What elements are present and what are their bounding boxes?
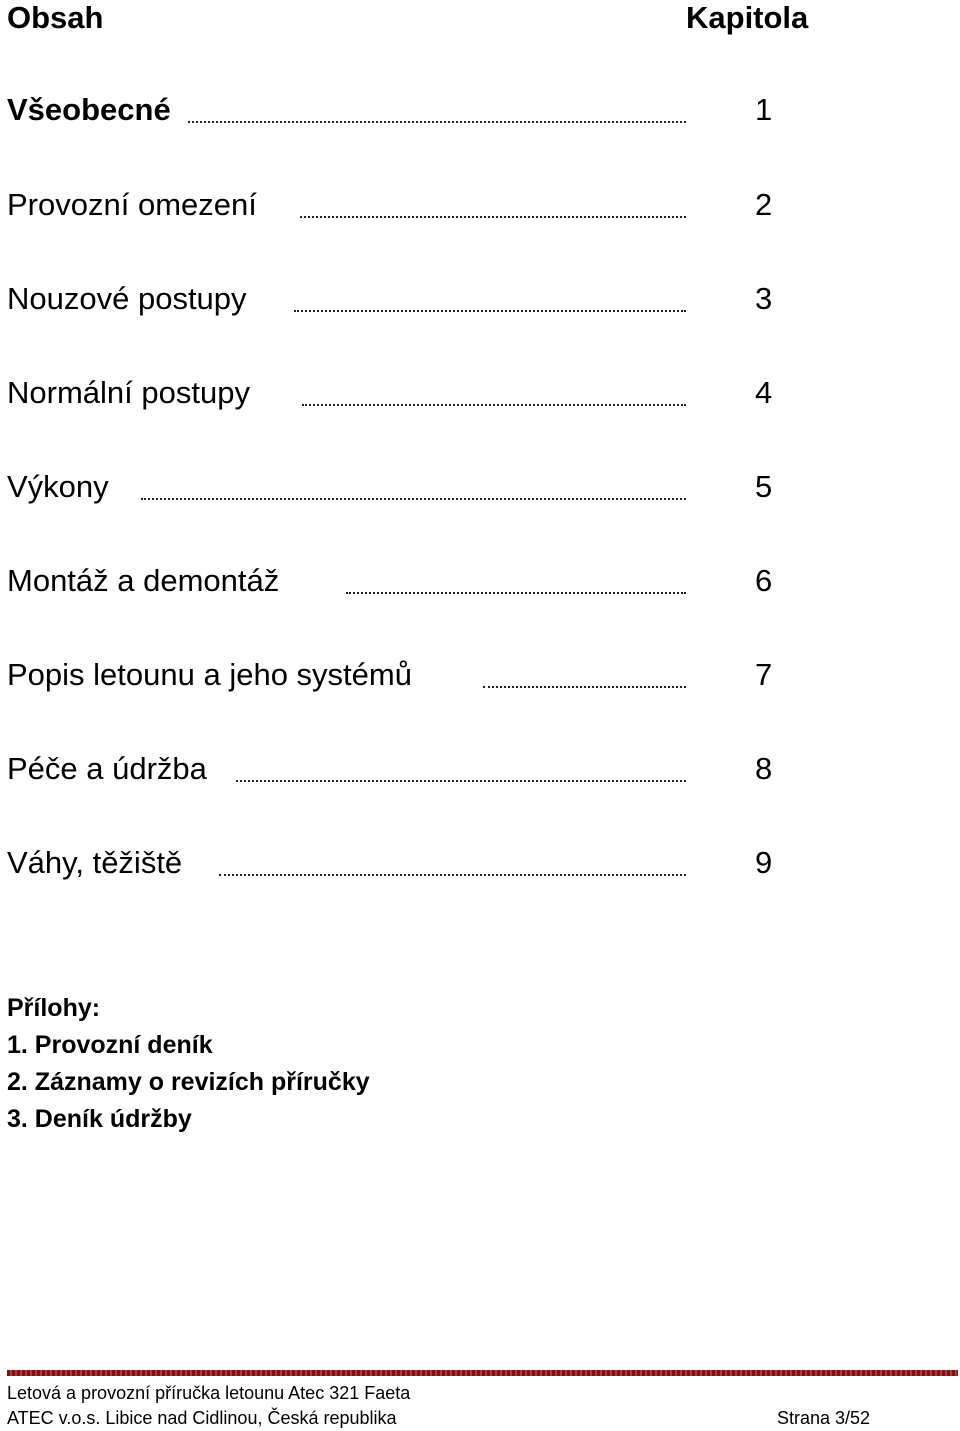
footer-company: ATEC v.o.s. Libice nad Cidlinou, Česká republika <box>7 1408 397 1428</box>
toc-entry <box>7 373 787 413</box>
toc-entry <box>7 655 787 695</box>
toc-entry-label: Provozní omezení <box>7 187 257 222</box>
toc-entry-chapter: 9 <box>755 845 773 880</box>
toc-entry <box>7 749 787 789</box>
toc-entry-chapter: 4 <box>755 375 773 410</box>
toc-dot-leader <box>483 686 686 688</box>
toc-entry-chapter: 1 <box>755 92 773 127</box>
toc-entry <box>7 90 787 130</box>
toc-dot-leader <box>294 310 686 312</box>
footer-manual-title: Letová a provozní příručka letounu Atec 321 Faeta <box>7 1383 411 1403</box>
toc-entry <box>7 843 787 883</box>
appendix-item: 2. Záznamy o revizích příručky <box>7 1068 370 1096</box>
toc-entry-chapter: 6 <box>755 563 773 598</box>
footer-page-number: Strana 3/52 <box>777 1408 871 1428</box>
appendix-item: 1. Provozní deník <box>7 1031 213 1059</box>
toc-entry-chapter: 8 <box>755 751 773 786</box>
toc-entry <box>7 279 787 319</box>
toc-entry <box>7 185 787 225</box>
toc-entry-chapter: 2 <box>755 187 773 222</box>
footer-divider <box>7 1370 958 1376</box>
toc-entry-label: Péče a údržba <box>7 751 207 786</box>
page-title: Obsah <box>7 0 104 35</box>
appendices-title: Přílohy: <box>7 994 101 1022</box>
toc-entry-label: Výkony <box>7 469 109 504</box>
toc-dot-leader <box>236 780 686 782</box>
chapter-column-heading: Kapitola <box>686 0 809 35</box>
toc-dot-leader <box>302 404 686 406</box>
toc-dot-leader <box>141 498 686 500</box>
toc-entry-label: Montáž a demontáž <box>7 563 280 598</box>
toc-dot-leader <box>346 592 686 594</box>
appendix-item: 3. Deník údržby <box>7 1105 192 1133</box>
toc-dot-leader <box>300 216 686 218</box>
toc-dot-leader <box>188 121 686 123</box>
toc-entry-label: Váhy, těžiště <box>7 845 183 880</box>
toc-entry-label: Všeobecné <box>7 92 171 127</box>
toc-entry <box>7 467 787 507</box>
toc-entry-label: Normální postupy <box>7 375 250 410</box>
toc-entry <box>7 561 787 601</box>
toc-entry-chapter: 3 <box>755 281 773 316</box>
toc-entry-chapter: 7 <box>755 657 773 692</box>
toc-entry-label: Popis letounu a jeho systémů <box>7 657 412 692</box>
toc-dot-leader <box>219 874 686 876</box>
toc-entry-label: Nouzové postupy <box>7 281 247 316</box>
toc-entry-chapter: 5 <box>755 469 773 504</box>
